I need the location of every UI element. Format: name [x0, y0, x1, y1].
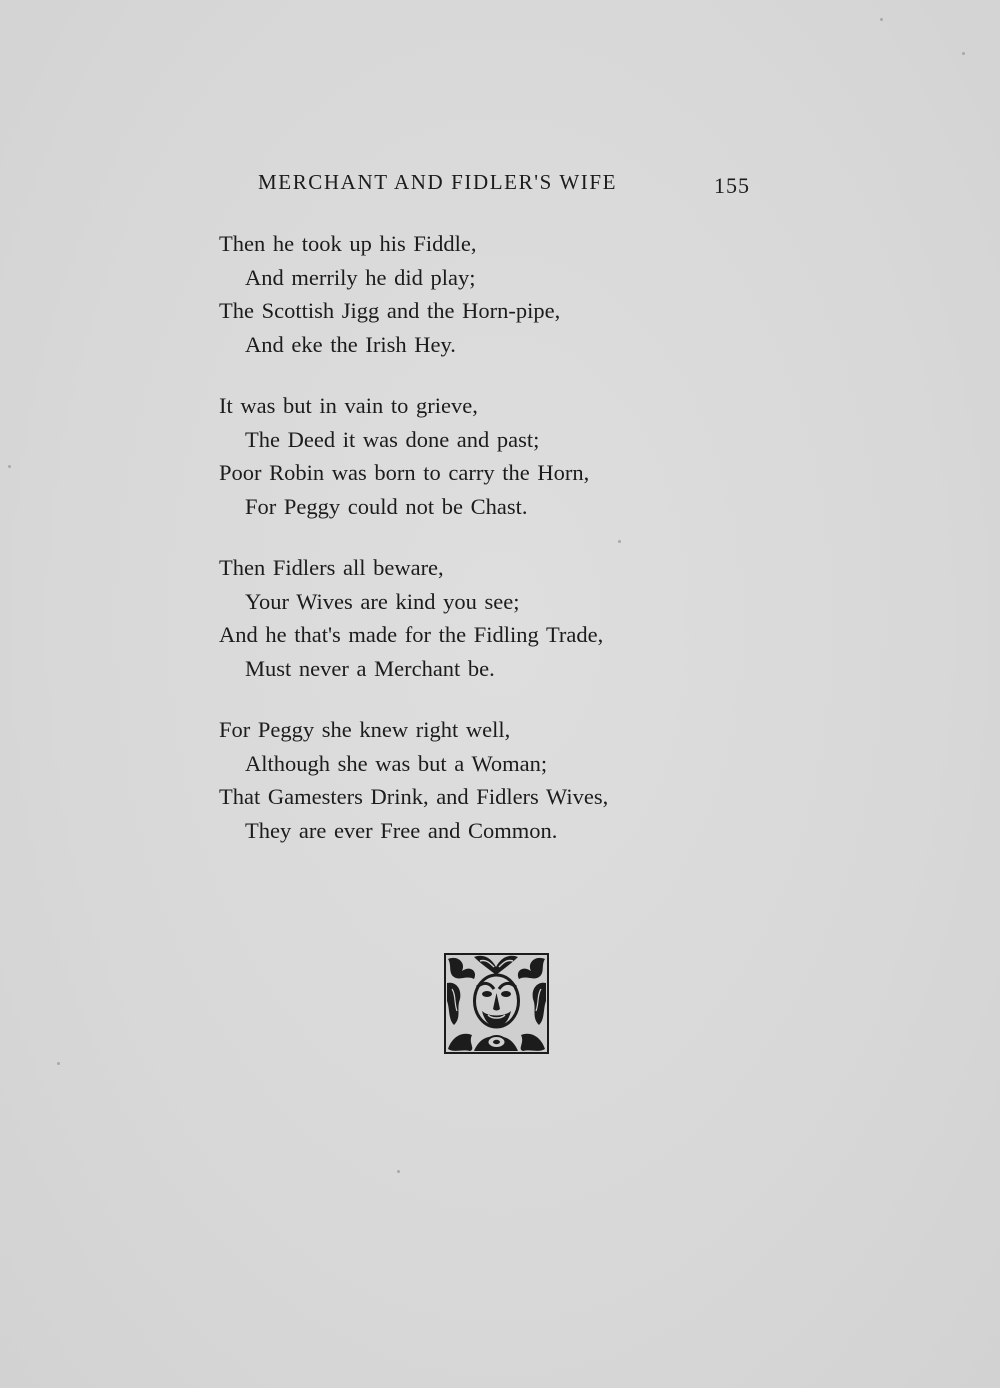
poem-line: And he that's made for the Fidling Trade, [219, 622, 604, 647]
poem-line: For Peggy she knew right well, [219, 717, 511, 742]
stanza-2 [219, 389, 739, 523]
poem-line: Then he took up his Fiddle, [219, 231, 477, 256]
running-head [258, 170, 768, 204]
poem-line: Must never a Merchant be. [245, 655, 495, 681]
poem-line: Then Fidlers all beware, [219, 555, 444, 580]
stanza-1 [219, 227, 739, 361]
paper-speck [57, 1062, 60, 1065]
green-man-face-icon [444, 953, 549, 1054]
paper-speck [880, 18, 883, 21]
poem-line: It was but in vain to grieve, [219, 393, 478, 418]
poem-line: The Deed it was done and past; [245, 426, 540, 452]
poem-line: For Peggy could not be Chast. [245, 493, 528, 519]
stanza-4 [219, 713, 739, 847]
poem [219, 227, 739, 875]
paper-speck [8, 465, 11, 468]
poem-line: They are ever Free and Common. [245, 817, 558, 843]
poem-line: Poor Robin was born to carry the Horn, [219, 460, 590, 485]
poem-line: The Scottish Jigg and the Horn-pipe, [219, 298, 561, 323]
stanza-3 [219, 551, 739, 685]
paper-speck [962, 52, 965, 55]
poem-line: Although she was but a Woman; [245, 750, 548, 776]
poem-line: Your Wives are kind you see; [245, 588, 520, 614]
running-title: MERCHANT AND FIDLER'S WIFE [258, 170, 618, 194]
poem-line: That Gamesters Drink, and Fidlers Wives, [219, 784, 609, 809]
poem-line: And merrily he did play; [245, 264, 476, 290]
poem-line: And eke the Irish Hey. [245, 331, 456, 357]
page-number: 155 [714, 173, 750, 198]
paper-speck [397, 1170, 400, 1173]
